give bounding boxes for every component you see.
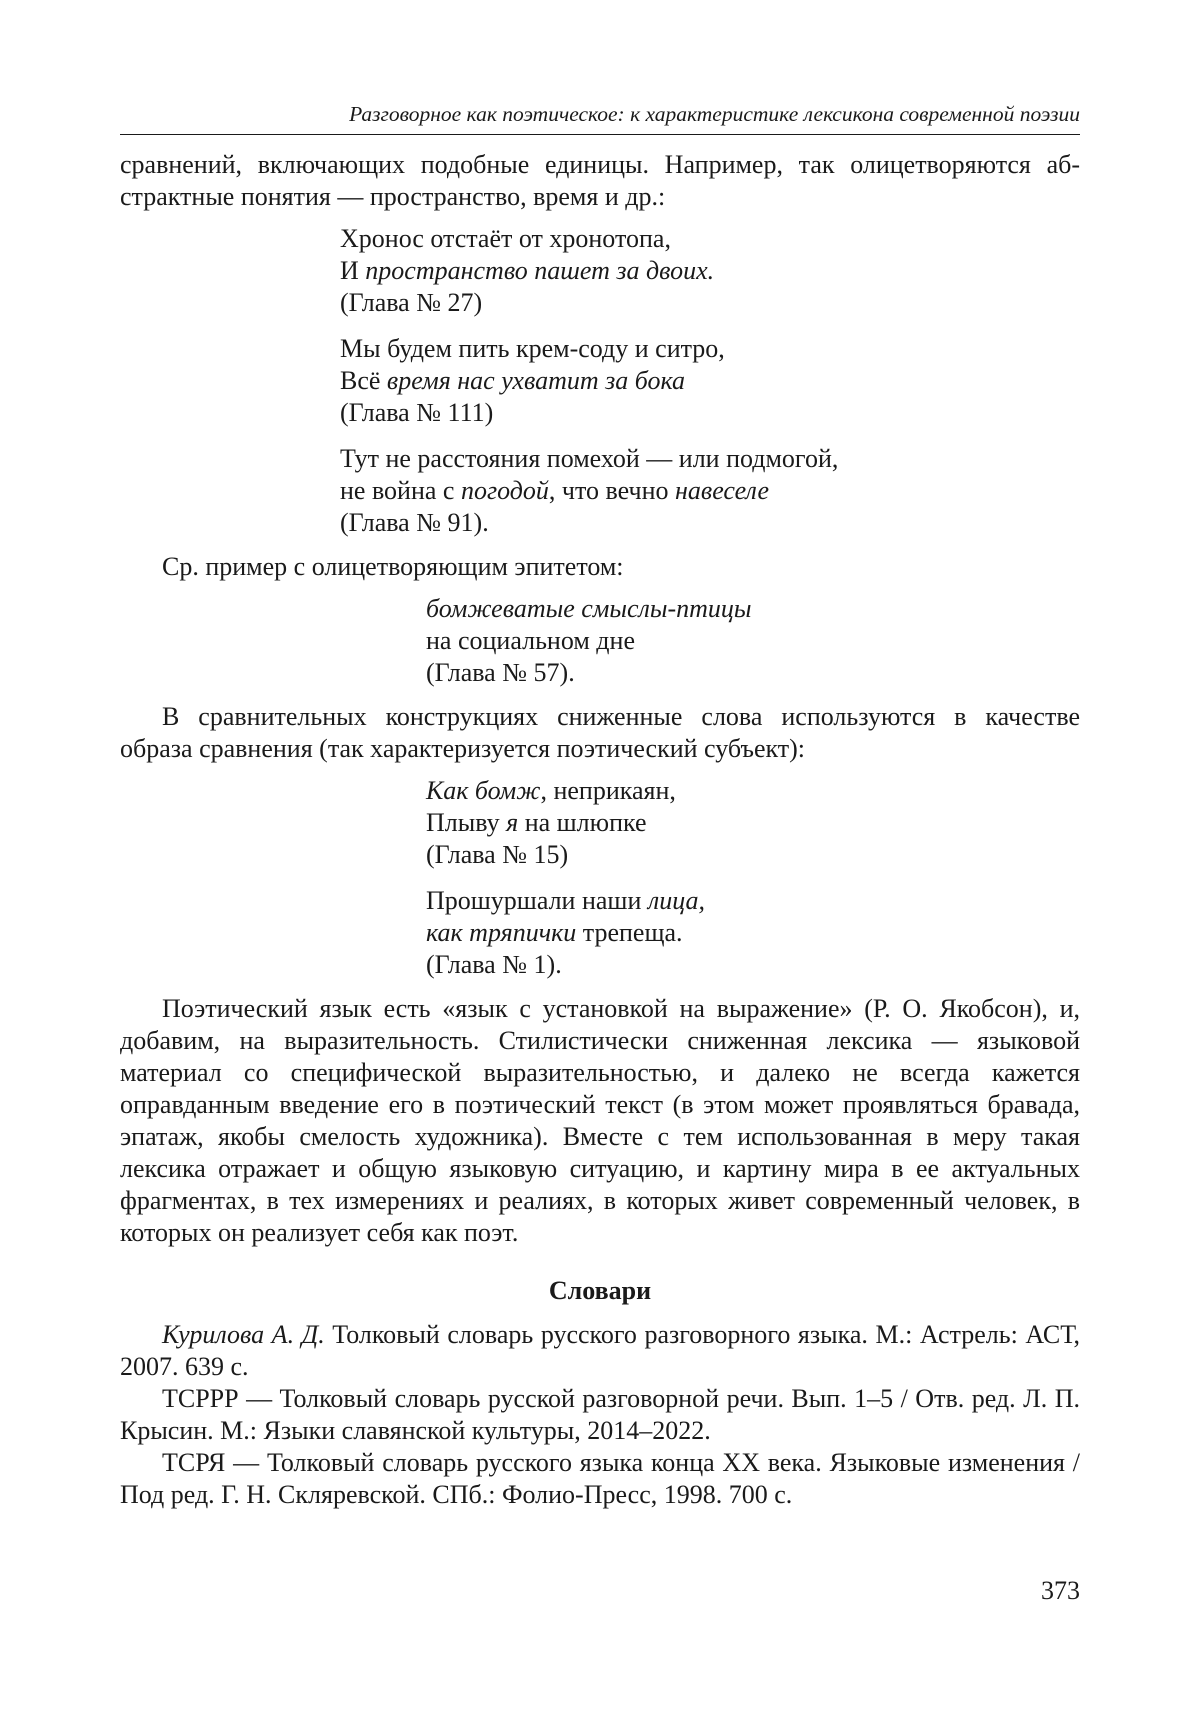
verse-line: Мы будем пить крем-соду и ситро,: [340, 334, 725, 363]
verse-italic: лица,: [647, 886, 706, 915]
verse-stanza: [426, 885, 1080, 981]
verse-citation: (Глава № 111): [340, 398, 494, 427]
verse-block-personification: [120, 223, 1080, 539]
reference-author: Курилова А. Д.: [162, 1320, 325, 1349]
verse-stanza: [340, 223, 1080, 319]
verse-line: [426, 917, 1080, 949]
intro-line-1: сравнений, включающих подобные единицы. Например, так олицетворяются аб-: [120, 150, 1080, 179]
verse-italic: навеселе: [675, 476, 770, 505]
verse-line: [340, 475, 1080, 507]
running-head: Разговорное как поэтическое: к характеристике лексикона современной поэзии: [120, 100, 1080, 135]
verse-text: трепеща.: [576, 918, 683, 947]
verse-text: , неприкаян,: [540, 776, 676, 805]
verse-block-comparison: [120, 775, 1080, 981]
comparison-line-1: В сравнительных конструкциях сниженные слова используются в качестве: [162, 702, 1080, 731]
verse-stanza: [340, 443, 1080, 539]
reference-text: ТСРРР — Толковый словарь русской разговорной речи. Вып. 1–5 / Отв. ред. Л. П. Крысин. М.: Языки славянской культуры, 2014–2022.: [120, 1384, 1080, 1445]
verse-citation: (Глава № 57).: [426, 658, 575, 687]
verse-line: [426, 593, 1080, 625]
verse-line: Хронос отстаёт от хронотопа,: [340, 224, 671, 253]
verse-italic: время нас ухватит за бока: [386, 366, 686, 395]
verse-line: [426, 807, 1080, 839]
verse-citation: (Глава № 15): [426, 840, 569, 869]
poetic-language-paragraph: Поэтический язык есть «язык с установкой на выражение» (Р. О. Якобсон), и, добавим, на выразительность. Стилистически сниженная лексика — языковой материал со специфической выразительностью, и далеко не всегда кажется оправданным введение его в поэтический текст (в этом может проявляться бравада, эпатаж, якобы смелость художника). Вместе с тем использованная в меру такая лексика отражает и общую языковую ситуацию, и картину мира в ее актуальных фрагментах, в тех измерениях и реалиях, в которых живет современный человек, в которых он реализует себя как поэт.: [120, 994, 1080, 1247]
verse-text: , что вечно: [548, 476, 676, 505]
verse-italic: пространство пашет за двоих.: [365, 256, 715, 285]
verse-line: на социальном дне: [426, 626, 635, 655]
comparison-line-2: образа сравнения (так характеризуется поэтический субъект):: [120, 734, 806, 763]
verse-text: И: [340, 256, 366, 285]
reference-item: [120, 1319, 1080, 1383]
reference-text: Толковый словарь русского разговорного языка. М.: Астрель: АСТ, 2007. 639 с.: [120, 1320, 1080, 1381]
verse-line: [426, 775, 1080, 807]
verse-italic: бомжеватые смыслы-птицы: [426, 594, 752, 623]
reference-item: [120, 1383, 1080, 1447]
verse-stanza: [340, 333, 1080, 429]
verse-line: [340, 365, 1080, 397]
verse-stanza: [426, 593, 1080, 689]
verse-line: Тут не расстояния помехой — или подмогой,: [340, 444, 839, 473]
verse-text: Плыву: [426, 808, 507, 837]
verse-citation: (Глава № 1).: [426, 950, 562, 979]
verse-citation: (Глава № 91).: [340, 508, 489, 537]
intro-paragraph: [120, 149, 1080, 213]
epithet-paragraph: Ср. пример с олицетворяющим эпитетом:: [162, 552, 624, 581]
verse-italic: я: [506, 808, 519, 837]
verse-stanza: [426, 775, 1080, 871]
verse-italic: Как бомж: [426, 776, 541, 805]
reference-text: ТСРЯ — Толковый словарь русского языка конца XX века. Языковые изменения / Под ред. Г. Н. Скляревской. СПб.: Фолио-Пресс, 1998. 700 с.: [120, 1448, 1080, 1509]
verse-italic: как тряпички: [426, 918, 577, 947]
intro-line-2: страктные понятия — пространство, время и др.:: [120, 182, 666, 211]
verse-text: Прошуршали наши: [426, 886, 648, 915]
verse-text: не война с: [340, 476, 461, 505]
reference-item: [120, 1447, 1080, 1511]
comparison-paragraph: [120, 701, 1080, 765]
verse-citation: (Глава № 27): [340, 288, 483, 317]
page: [120, 100, 1080, 1511]
verse-block-epithet: [120, 593, 1080, 689]
verse-italic: погодой: [460, 476, 549, 505]
verse-text: на шлюпке: [518, 808, 647, 837]
section-title-dictionaries: Словари: [548, 1276, 652, 1305]
verse-text: Всё: [340, 366, 387, 395]
page-number: 373: [1041, 1576, 1080, 1605]
verse-line: [426, 885, 1080, 917]
verse-line: [340, 255, 1080, 287]
